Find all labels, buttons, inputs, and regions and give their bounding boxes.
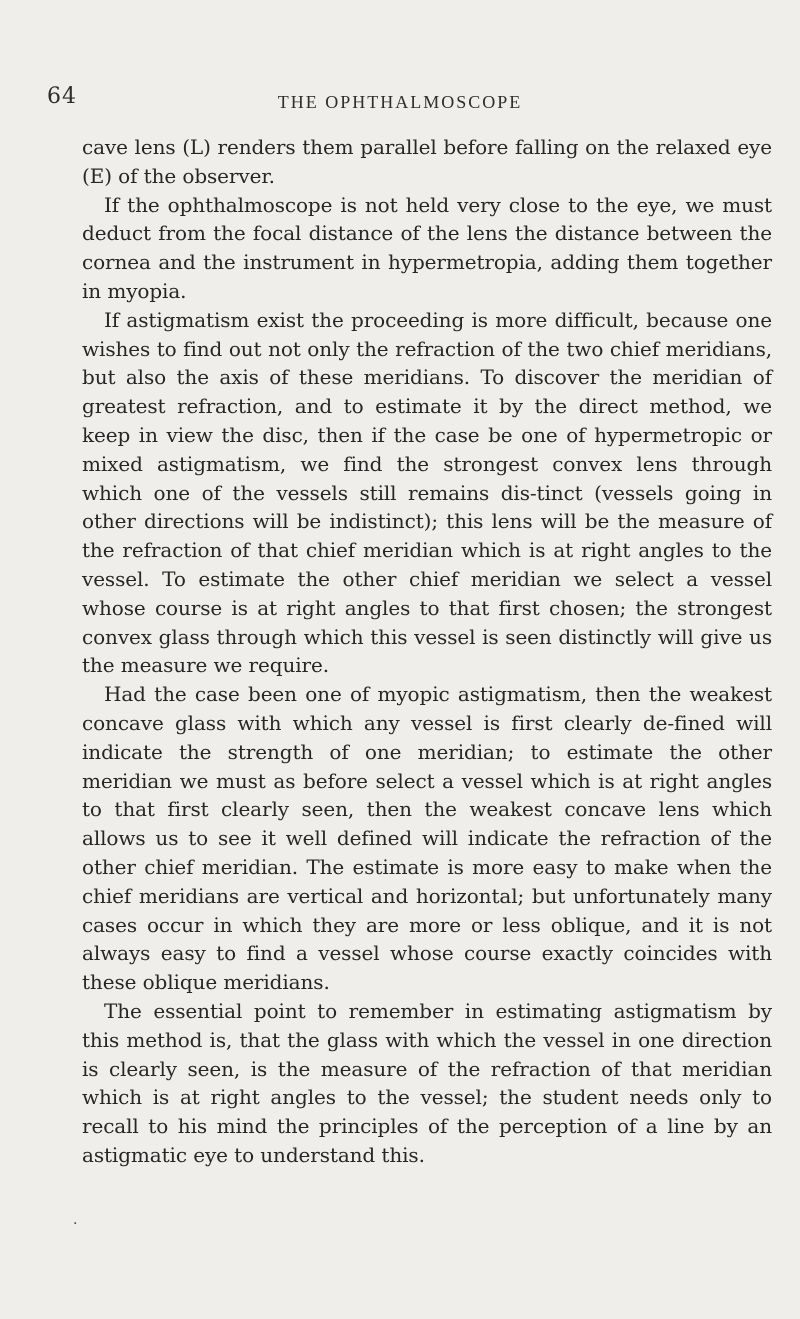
stray-print-mark: .: [73, 1212, 78, 1228]
paragraph-astigmatism-method: If astigmatism exist the proceeding is more difficult, because one wishes to find out not only the refraction of the two chief meridians, but also the axis of these meridians. To discover the meridian of greatest refraction, and to estimate it by the direct method, we keep in view the disc, then if the case be one of hypermetropic or mixed astigmatism, we find the strongest convex lens through which one of the vessels still remains dis-tinct (vessels going in other directions will be indistinct); this lens will be the measure of the refraction of that chief meridian which is at right angles to the vessel. To estimate the other chief meridian we select a vessel whose course is at right angles to that first chosen; the strongest convex glass through which this vessel is seen distinctly will give us the measure we require.: [82, 307, 772, 678]
running-head: THE OPHTHALMOSCOPE: [277, 92, 523, 112]
body-text: [82, 133, 772, 1170]
paragraph-essential-point: The essential point to remember in estimating astigmatism by this method is, that the glass with which the vessel in one direction is clearly seen, is the measure of the refraction of that meridian which is at right angles to the vessel; the student needs only to recall to his mind the principles of the perception of a line by an astigmatic eye to understand this.: [82, 998, 772, 1167]
page-number: 64: [47, 84, 77, 109]
paragraph-focal-distance: If the ophthalmoscope is not held very close to the eye, we must deduct from the focal distance of the lens the distance between the cornea and the instrument in hypermetropia, adding them together in myopia.: [82, 192, 772, 303]
paragraph-myopic-astigmatism: Had the case been one of myopic astigmatism, then the weakest concave glass with which any vessel is first clearly de-fined will indicate the strength of one meridian; to estimate the other meridian we must as before select a vessel which is at right angles to that first clearly seen, then the weakest concave lens which allows us to see it well defined will indicate the refraction of the other chief meridian. The estimate is more easy to make when the chief meridians are vertical and horizontal; but unfortunately many cases occur in which they are more or less oblique, and it is not always easy to find a vessel whose course exactly coincides with these oblique meridians.: [82, 682, 772, 995]
paragraph-continuation: cave lens (L) renders them parallel before falling on the relaxed eye (E) of the observer.: [82, 135, 772, 188]
